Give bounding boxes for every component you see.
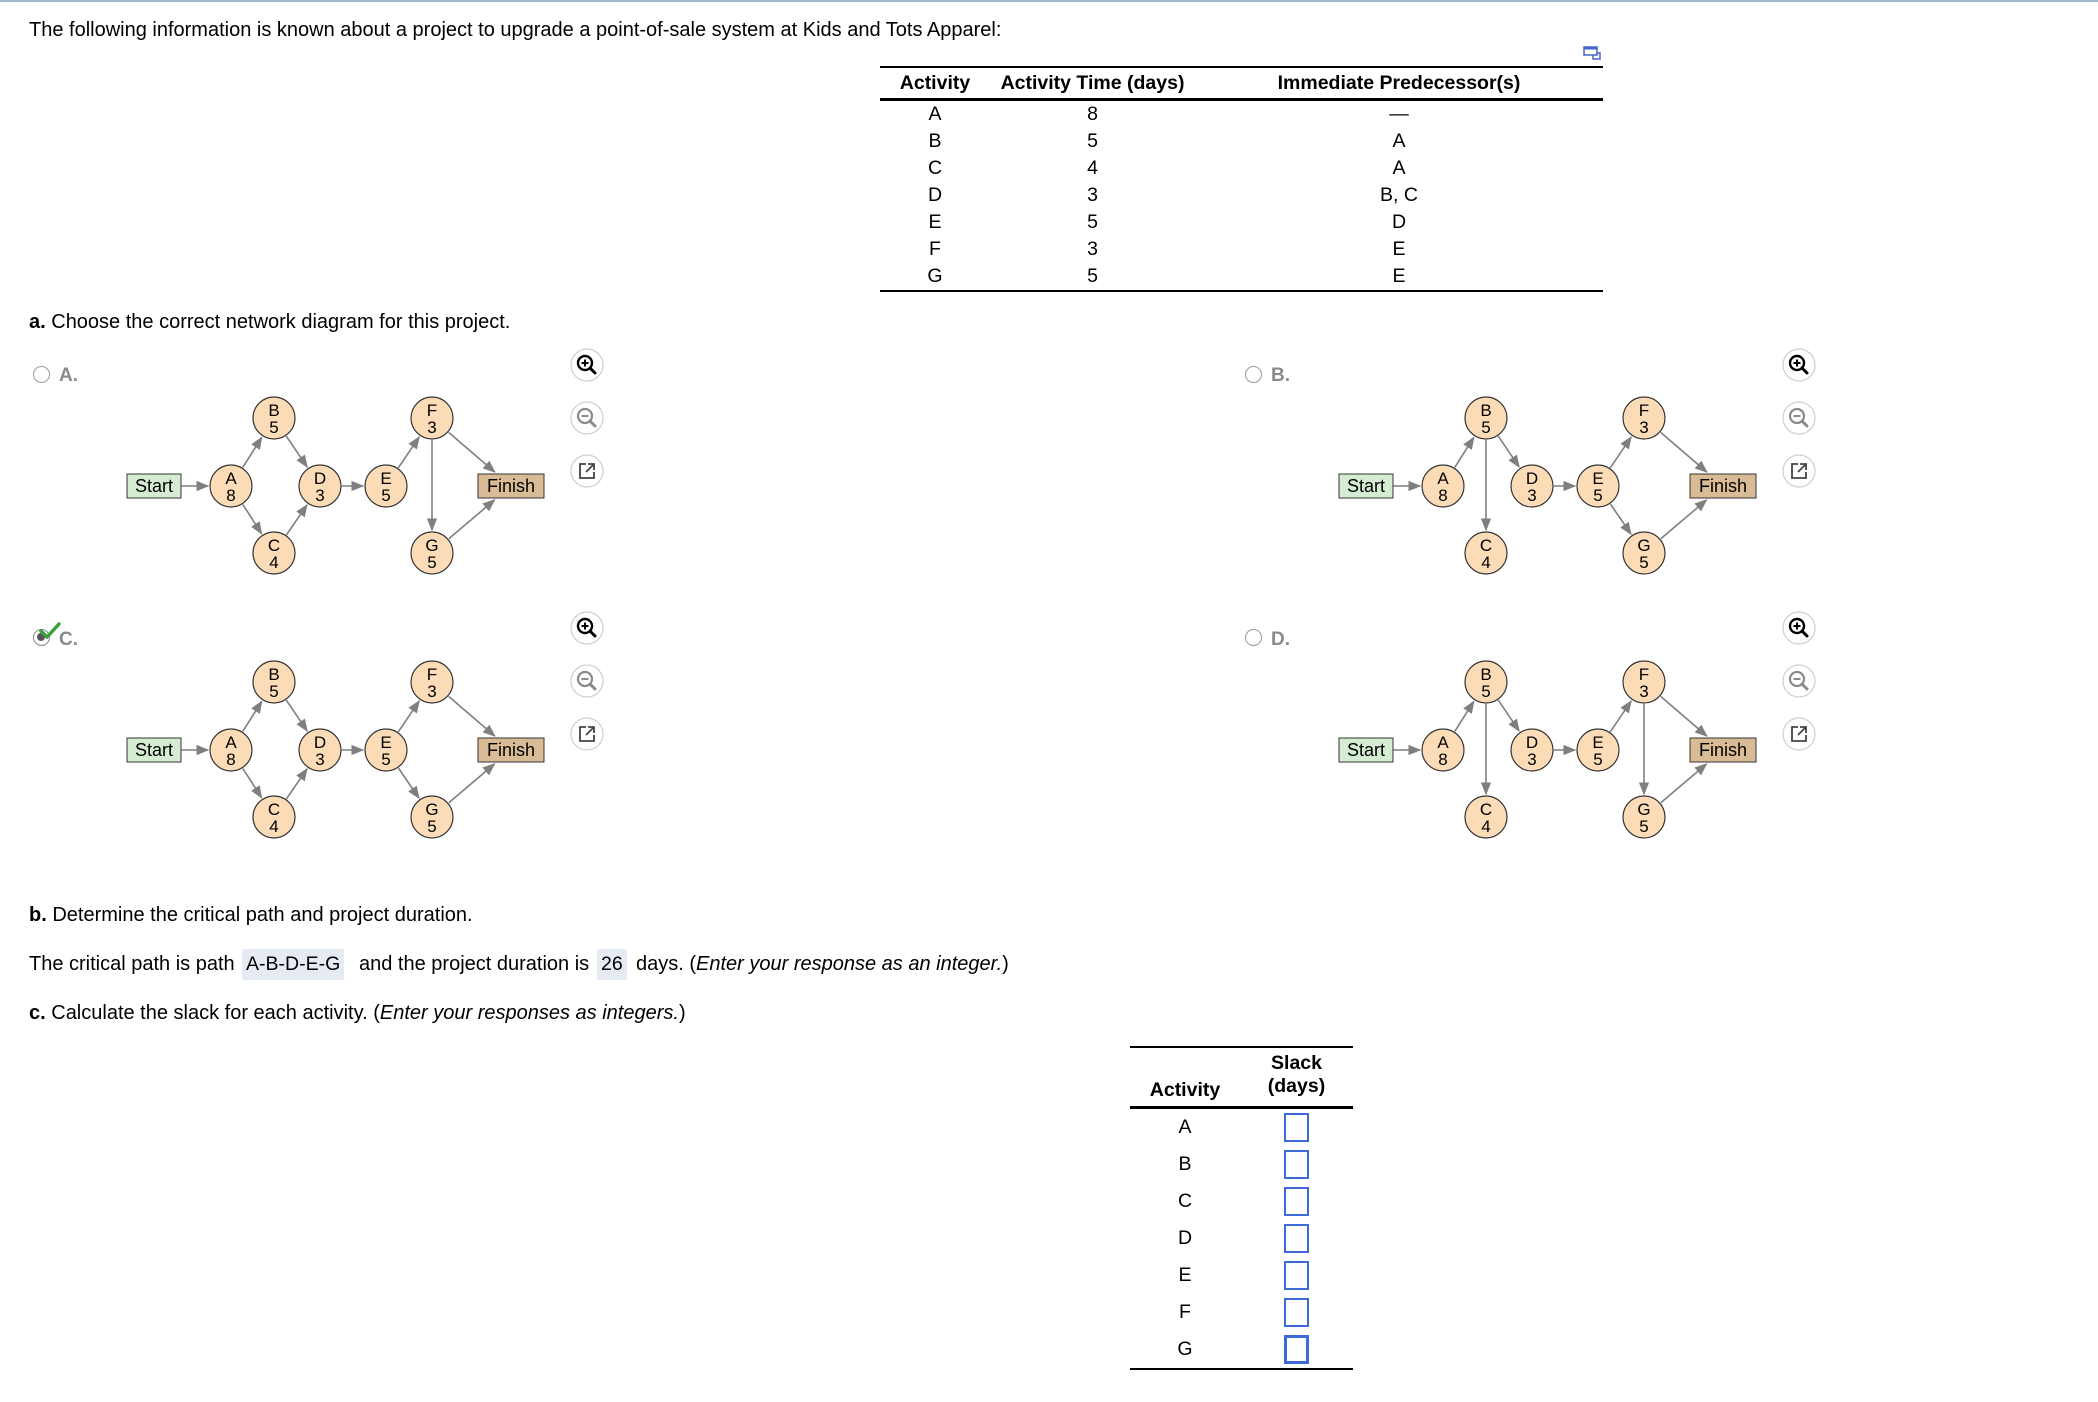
- slack-cell: [1240, 1146, 1353, 1183]
- part-c-hint-close: ): [678, 1002, 686, 1024]
- arrow-a-b: [243, 437, 262, 467]
- arrow-a-b: [1455, 701, 1474, 731]
- arrow-a-c: [243, 769, 262, 798]
- node-d-time: 3: [315, 486, 325, 505]
- node-e-id: E: [380, 469, 392, 488]
- node-c-id: C: [1479, 800, 1493, 819]
- start-label: Start: [134, 476, 174, 496]
- cell-time: 5: [1087, 211, 1098, 233]
- slack-input-d[interactable]: [1284, 1224, 1309, 1253]
- activity-row: [880, 155, 1603, 182]
- arrow-b-d: [286, 436, 307, 467]
- finish-label: Finish: [1698, 740, 1748, 760]
- slack-activity-label: E: [1178, 1264, 1192, 1286]
- node-b: [1465, 397, 1507, 439]
- part-b-text: Determine the critical path and project duration.: [46, 904, 473, 926]
- zoom-in-icon[interactable]: [1781, 610, 1817, 646]
- arrow-f-finish: [1661, 696, 1707, 736]
- node-b-time: 5: [1481, 418, 1491, 437]
- node-c: [253, 796, 295, 838]
- part-b-days-text: days. (: [636, 953, 697, 975]
- node-e-id: E: [1592, 733, 1604, 752]
- cell-activity: E: [928, 211, 942, 233]
- option-c-label: C.: [59, 629, 78, 650]
- popout-icon[interactable]: [569, 716, 605, 752]
- arrow-g-finish: [1661, 764, 1707, 803]
- slack-activity-label: B: [1178, 1153, 1192, 1175]
- cell-time: 5: [1087, 130, 1098, 152]
- arrow-b-d: [1498, 436, 1519, 467]
- arrow-g-finish: [449, 500, 495, 539]
- diagram-svg: [1338, 390, 1770, 582]
- slack-row: [1130, 1257, 1353, 1294]
- part-b-label: b.: [29, 904, 47, 926]
- node-e: [365, 729, 407, 771]
- slack-header-activity: Activity: [1149, 1079, 1221, 1101]
- node-e: [365, 465, 407, 507]
- arrow-g-finish: [1661, 500, 1707, 539]
- part-b-sentence-end: [636, 953, 1009, 976]
- network-diagram-d[interactable]: [1338, 654, 1770, 846]
- cell-time: 3: [1087, 184, 1098, 206]
- option-a-radio[interactable]: [33, 366, 50, 383]
- node-g-id: G: [1637, 800, 1651, 819]
- arrow-c-d: [286, 769, 307, 799]
- node-f-time: 3: [1639, 418, 1649, 437]
- slack-cell: [1240, 1108, 1353, 1147]
- node-f-id: F: [426, 665, 438, 684]
- part-c-text: Calculate the slack for each activity. (: [45, 1002, 380, 1024]
- critical-path-answer[interactable]: A-B-D-E-G: [242, 949, 344, 980]
- diagram-svg: [126, 390, 558, 582]
- arrow-e-g: [1610, 504, 1631, 534]
- node-c: [253, 532, 295, 574]
- activity-row: [880, 209, 1603, 236]
- arrow-f-finish: [449, 696, 495, 736]
- cell-activity: C: [927, 157, 943, 179]
- zoom-in-icon[interactable]: [569, 347, 605, 383]
- start-node: [127, 474, 181, 498]
- node-b-id: B: [1480, 665, 1492, 684]
- node-d: [1511, 729, 1553, 771]
- node-b-time: 5: [1481, 682, 1491, 701]
- popout-icon[interactable]: [1781, 453, 1817, 489]
- node-f-id: F: [1638, 401, 1650, 420]
- slack-activity-label: F: [1179, 1301, 1191, 1323]
- node-a-id: A: [1437, 733, 1449, 752]
- header-activity-time: Activity Time (days): [1000, 71, 1185, 94]
- slack-row: [1130, 1108, 1353, 1147]
- node-f-time: 3: [427, 682, 437, 701]
- slack-input-a[interactable]: [1284, 1113, 1309, 1142]
- node-d: [299, 465, 341, 507]
- cell-predecessor: A: [1392, 157, 1406, 179]
- slack-cell: [1240, 1183, 1353, 1220]
- slack-activity-label: A: [1178, 1116, 1192, 1138]
- diagram-svg: [126, 654, 558, 846]
- node-a: [210, 465, 252, 507]
- slack-header-line1: Slack: [1271, 1052, 1322, 1074]
- slack-cell: [1240, 1220, 1353, 1257]
- node-b: [253, 661, 295, 703]
- arrow-c-d: [286, 505, 307, 535]
- zoom-in-icon[interactable]: [569, 610, 605, 646]
- part-b-sentence-mid: and the project duration is: [359, 953, 590, 975]
- start-label: Start: [134, 740, 174, 760]
- activity-row: [880, 100, 1603, 129]
- node-a-id: A: [225, 469, 237, 488]
- top-border: [0, 0, 2098, 2]
- arrow-a-b: [1455, 437, 1474, 467]
- node-a-time: 8: [1438, 750, 1448, 769]
- option-b-radio[interactable]: [1245, 366, 1262, 383]
- arrow-b-d: [1498, 700, 1519, 731]
- cell-activity: F: [929, 238, 941, 260]
- option-d-label: D.: [1271, 629, 1290, 650]
- node-c-time: 4: [1481, 553, 1491, 572]
- slack-row: [1130, 1331, 1353, 1369]
- cell-time: 5: [1087, 265, 1098, 287]
- cell-predecessor: —: [1389, 103, 1409, 125]
- node-f: [1623, 397, 1665, 439]
- finish-node: [1690, 738, 1756, 762]
- arrow-b-d: [286, 700, 307, 731]
- node-a: [210, 729, 252, 771]
- node-a-id: A: [1437, 469, 1449, 488]
- correct-check-icon: [39, 622, 61, 640]
- slack-row: [1130, 1220, 1353, 1257]
- option-a-label: A.: [59, 365, 78, 386]
- network-diagram-b[interactable]: [1338, 390, 1770, 582]
- part-a-label: a.: [29, 311, 46, 333]
- node-c: [1465, 532, 1507, 574]
- arrow-g-finish: [449, 764, 495, 803]
- cell-activity: B: [928, 130, 942, 152]
- slack-cell: [1240, 1294, 1353, 1331]
- part-b-prompt: [29, 904, 473, 927]
- node-e: [1577, 729, 1619, 771]
- arrow-f-finish: [1661, 432, 1707, 472]
- node-e-time: 5: [1593, 486, 1603, 505]
- activity-table: [880, 66, 1603, 292]
- cell-predecessor: E: [1392, 238, 1406, 260]
- slack-input-e[interactable]: [1284, 1261, 1309, 1290]
- arrow-e-f: [1610, 701, 1631, 732]
- network-diagram-c[interactable]: [126, 654, 558, 846]
- activity-table-header: [880, 67, 1603, 100]
- cell-predecessor: B, C: [1380, 184, 1418, 206]
- node-f-id: F: [1638, 665, 1650, 684]
- node-b: [1465, 661, 1507, 703]
- diagram-svg: [1338, 654, 1770, 846]
- zoom-in-icon[interactable]: [1781, 347, 1817, 383]
- cell-predecessor: E: [1392, 265, 1406, 287]
- cell-activity: D: [927, 184, 943, 206]
- arrow-e-f: [398, 701, 419, 732]
- node-c: [1465, 796, 1507, 838]
- intro-text: The following information is known about a project to upgrade a point-of-sale system at Kids and Tots Apparel:: [29, 19, 1002, 41]
- start-label: Start: [1346, 476, 1386, 496]
- part-b-sentence-start: The critical path is path: [29, 953, 235, 975]
- node-c-time: 4: [1481, 817, 1491, 836]
- finish-node: [478, 474, 544, 498]
- node-a: [1422, 465, 1464, 507]
- option-b-label: B.: [1271, 365, 1290, 386]
- node-b-id: B: [268, 401, 280, 420]
- activity-row: [880, 182, 1603, 209]
- header-activity: Activity: [899, 71, 971, 94]
- zoom-out-icon[interactable]: [569, 400, 605, 436]
- part-a-prompt: [29, 311, 510, 334]
- cell-time: 4: [1087, 157, 1098, 179]
- popout-window-icon[interactable]: [1582, 45, 1602, 61]
- node-g-time: 5: [427, 553, 437, 572]
- slack-table: [1130, 1046, 1353, 1370]
- cell-time: 3: [1087, 238, 1098, 260]
- start-node: [1339, 738, 1393, 762]
- node-e-id: E: [380, 733, 392, 752]
- finish-node: [1690, 474, 1756, 498]
- node-d-id: D: [313, 733, 327, 752]
- node-g-time: 5: [427, 817, 437, 836]
- slack-input-b[interactable]: [1284, 1150, 1309, 1179]
- popout-icon[interactable]: [569, 453, 605, 489]
- node-b-time: 5: [269, 418, 279, 437]
- start-node: [1339, 474, 1393, 498]
- node-c-id: C: [1479, 536, 1493, 555]
- node-g: [411, 796, 453, 838]
- node-d-time: 3: [315, 750, 325, 769]
- node-g: [411, 532, 453, 574]
- node-f-time: 3: [1639, 682, 1649, 701]
- header-predecessors: Immediate Predecessor(s): [1277, 71, 1521, 94]
- node-e-time: 5: [1593, 750, 1603, 769]
- slack-table-header: [1130, 1047, 1353, 1108]
- node-b-id: B: [268, 665, 280, 684]
- arrow-e-f: [398, 437, 419, 468]
- slack-cell: [1240, 1331, 1353, 1369]
- option-d-radio[interactable]: [1245, 629, 1262, 646]
- slack-input-g[interactable]: [1284, 1335, 1309, 1364]
- arrow-a-c: [243, 505, 262, 534]
- node-d: [1511, 465, 1553, 507]
- part-c-label: c.: [29, 1002, 46, 1024]
- node-f-id: F: [426, 401, 438, 420]
- node-g: [1623, 532, 1665, 574]
- node-a-time: 8: [226, 750, 236, 769]
- cell-activity: A: [928, 103, 942, 125]
- node-g-id: G: [425, 536, 439, 555]
- node-a-id: A: [225, 733, 237, 752]
- part-b-hint: Enter your response as an integer.: [696, 953, 1003, 975]
- node-b: [253, 397, 295, 439]
- part-a-text: Choose the correct network diagram for this project.: [45, 311, 511, 333]
- node-g-id: G: [1637, 536, 1651, 555]
- slack-header-slack: [1240, 1047, 1353, 1108]
- node-c-time: 4: [269, 553, 279, 572]
- slack-activity-label: G: [1177, 1338, 1193, 1360]
- cell-predecessor: A: [1392, 130, 1406, 152]
- node-a-time: 8: [1438, 486, 1448, 505]
- node-d-id: D: [1525, 469, 1539, 488]
- slack-input-c[interactable]: [1284, 1187, 1309, 1216]
- arrow-f-finish: [449, 432, 495, 472]
- cell-activity: G: [927, 265, 943, 287]
- node-d-id: D: [313, 469, 327, 488]
- node-f: [1623, 661, 1665, 703]
- activity-row: [880, 263, 1603, 291]
- node-g: [1623, 796, 1665, 838]
- node-c-time: 4: [269, 817, 279, 836]
- node-c-id: C: [267, 536, 281, 555]
- cell-predecessor: D: [1391, 211, 1407, 233]
- popout-icon[interactable]: [1781, 716, 1817, 752]
- finish-label: Finish: [486, 740, 536, 760]
- node-g-time: 5: [1639, 817, 1649, 836]
- network-diagram-a[interactable]: [126, 390, 558, 582]
- node-c-id: C: [267, 800, 281, 819]
- node-f-time: 3: [427, 418, 437, 437]
- start-label: Start: [1346, 740, 1386, 760]
- node-g-time: 5: [1639, 553, 1649, 572]
- activity-row: [880, 128, 1603, 155]
- node-e-id: E: [1592, 469, 1604, 488]
- activity-row: [880, 236, 1603, 263]
- cell-time: 8: [1087, 103, 1098, 125]
- node-d: [299, 729, 341, 771]
- start-node: [127, 738, 181, 762]
- arrow-e-g: [398, 768, 419, 798]
- project-duration-answer[interactable]: 26: [597, 949, 627, 980]
- slack-activity-label: C: [1177, 1190, 1193, 1212]
- zoom-out-icon[interactable]: [1781, 400, 1817, 436]
- arrow-e-f: [1610, 437, 1631, 468]
- node-f: [411, 397, 453, 439]
- finish-label: Finish: [1698, 476, 1748, 496]
- node-b-id: B: [1480, 401, 1492, 420]
- finish-node: [478, 738, 544, 762]
- part-c-prompt: [29, 1002, 686, 1025]
- slack-cell: [1240, 1257, 1353, 1294]
- slack-row: [1130, 1146, 1353, 1183]
- node-f: [411, 661, 453, 703]
- slack-input-f[interactable]: [1284, 1298, 1309, 1327]
- node-d-id: D: [1525, 733, 1539, 752]
- slack-row: [1130, 1183, 1353, 1220]
- node-b-time: 5: [269, 682, 279, 701]
- arrow-a-b: [243, 701, 262, 731]
- node-e-time: 5: [381, 486, 391, 505]
- node-e: [1577, 465, 1619, 507]
- finish-label: Finish: [486, 476, 536, 496]
- node-a: [1422, 729, 1464, 771]
- node-g-id: G: [425, 800, 439, 819]
- node-d-time: 3: [1527, 486, 1537, 505]
- part-c-hint: Enter your responses as integers.: [379, 1002, 679, 1024]
- node-e-time: 5: [381, 750, 391, 769]
- zoom-out-icon[interactable]: [1781, 663, 1817, 699]
- node-d-time: 3: [1527, 750, 1537, 769]
- slack-header-line2: (days): [1267, 1075, 1326, 1097]
- part-b-hint-close: ): [1002, 953, 1009, 975]
- slack-activity-label: D: [1177, 1227, 1193, 1249]
- node-a-time: 8: [226, 486, 236, 505]
- zoom-out-icon[interactable]: [569, 663, 605, 699]
- slack-row: [1130, 1294, 1353, 1331]
